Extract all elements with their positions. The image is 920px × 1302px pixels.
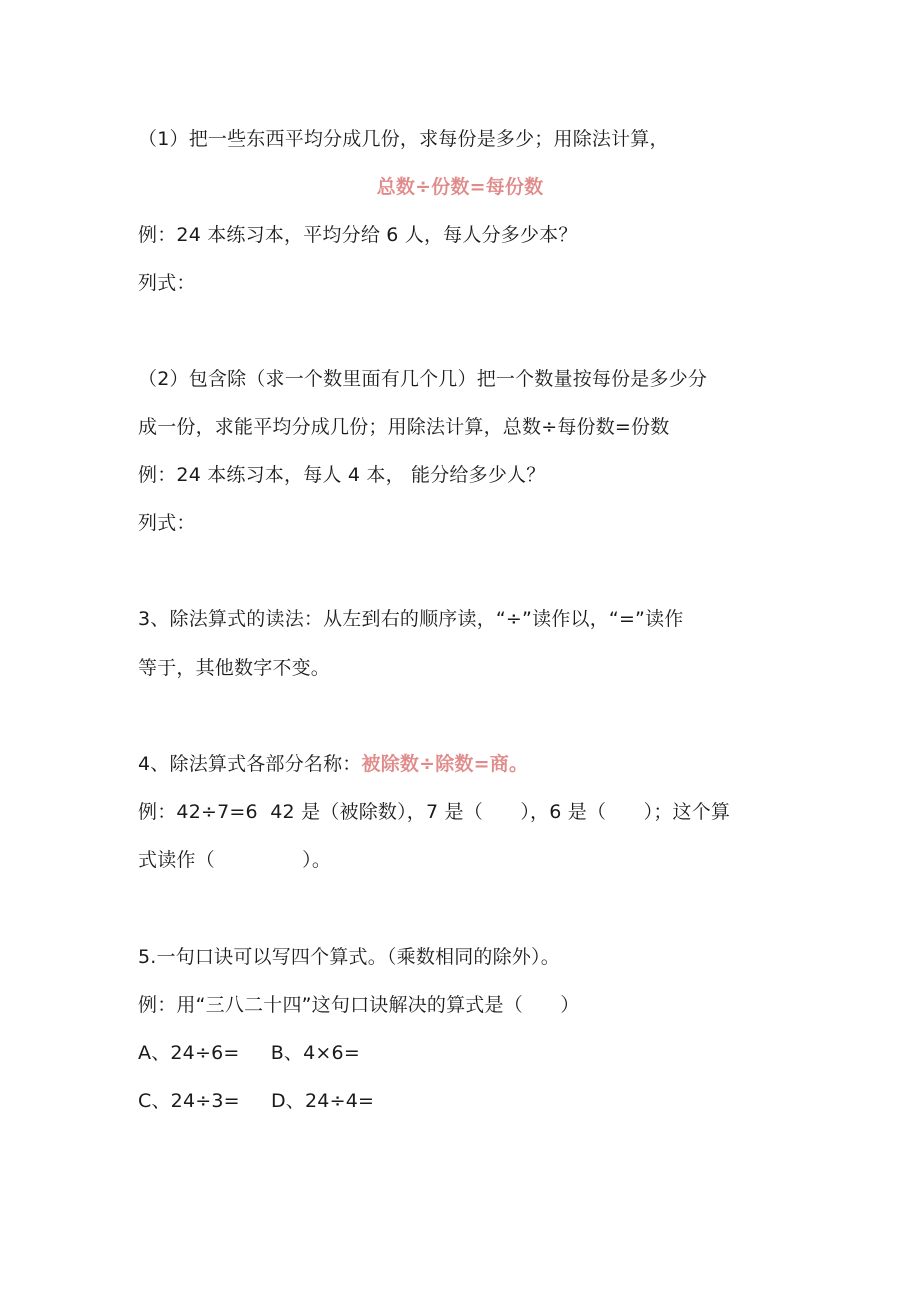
section2-heading-line1: （2）包含除（求一个数里面有几个几）把一个数量按每份是多少分 [138,368,708,390]
section1-heading: （1）把一些东西平均分成几份，求每份是多少；用除法计算， [138,128,669,150]
section4-example-line1: 例：42÷7=6 42 是（被除数），7 是（ ），6 是（ ）；这个算 [138,801,731,823]
section4-title [138,751,528,777]
section5-options-line1: A、24÷6= B、4×6= [138,1042,360,1064]
section5-options-line2: C、24÷3= D、24÷4= [138,1090,375,1112]
section4-title-prefix: 4、除法算式各部分名称： [138,753,362,775]
section2-example: 例：24 本练习本，每人 4 本， 能分给多少人？ [138,464,546,486]
section5-example: 例：用“三八二十四”这句口诀解决的算式是（ ） [138,994,580,1016]
section4-example-line2: 式读作（ ）。 [138,849,332,871]
section3-line1: 3、除法算式的读法：从左到右的顺序读，“÷”读作以，“=”读作 [138,608,684,630]
section1-formula-label: 列式： [138,272,196,294]
section2-formula-label: 列式： [138,512,196,534]
section2-heading-line2: 成一份，求能平均分成几份；用除法计算，总数÷每份数=份数 [138,416,670,438]
section1-example: 例：24 本练习本，平均分给 6 人，每人分多少本？ [138,224,578,246]
section4-title-highlight: 被除数÷除数=商。 [361,753,529,775]
section3-line2: 等于，其他数字不变。 [138,657,331,679]
section1-formula: 总数÷份数=每份数 [376,176,544,198]
section5-title: 5.一句口诀可以写四个算式。（乘数相同的除外）。 [138,946,560,968]
